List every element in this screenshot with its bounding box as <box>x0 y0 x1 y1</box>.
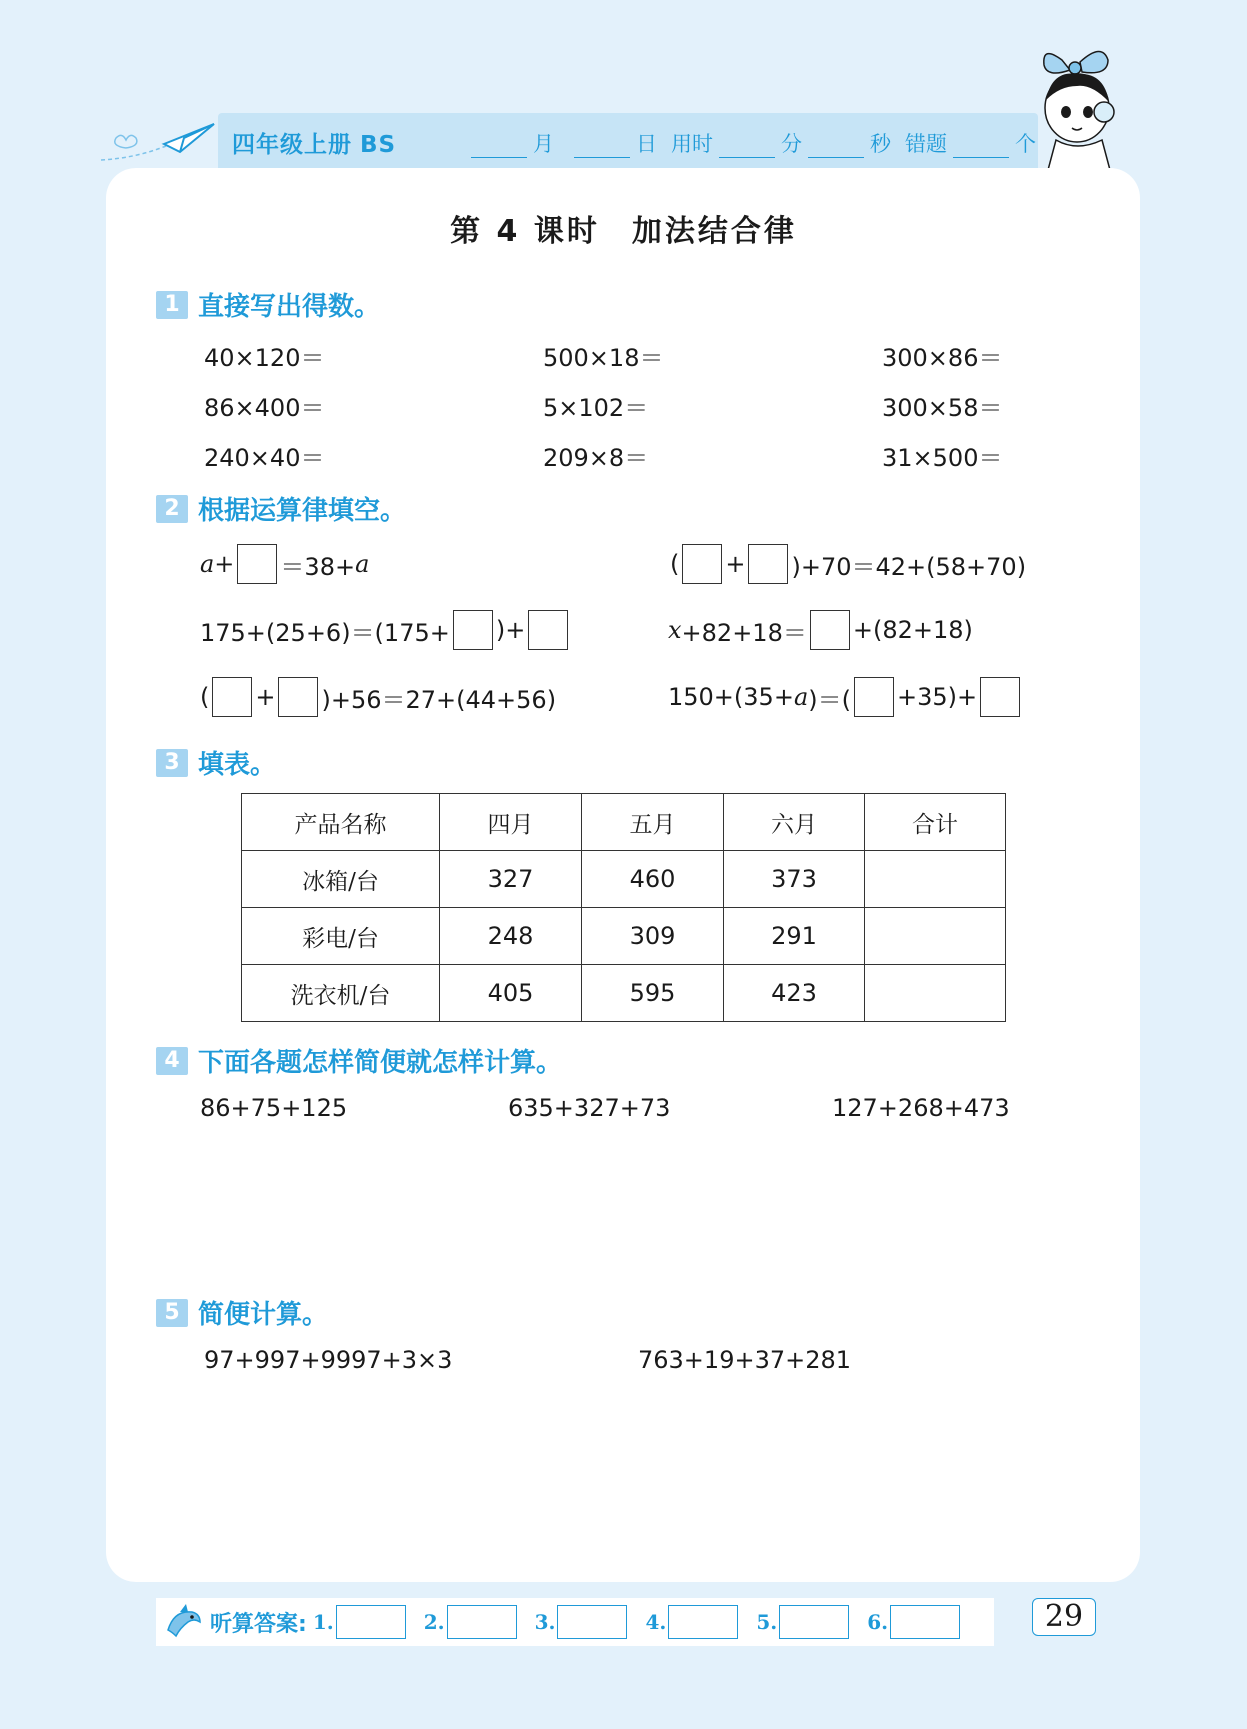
table-cell: 291 <box>724 908 865 965</box>
month-label: 月 <box>533 132 554 156</box>
answer-input-box[interactable] <box>890 1605 960 1639</box>
listening-answers-label: 听算答案: <box>210 1611 307 1637</box>
lesson-number: 第 4 课时 <box>450 214 600 249</box>
answer-input-box[interactable] <box>557 1605 627 1639</box>
section-4-title: 下面各题怎样简便就怎样计算。 <box>198 1048 563 1078</box>
table-cell: 洗衣机/台 <box>242 965 440 1022</box>
q2-expr-1 <box>200 544 369 584</box>
q2-e2-rest: )+70＝42+(58+70) <box>791 552 1027 581</box>
q2-e1-suffix: a <box>355 550 370 578</box>
answer-box[interactable] <box>528 610 568 650</box>
q2-e5-open: ( <box>200 683 210 711</box>
q2-e6-mid: )＝( <box>808 685 851 714</box>
q2-expr-6 <box>668 677 1023 717</box>
table-cell: 327 <box>440 851 582 908</box>
q2-expr-2 <box>670 544 1026 584</box>
table-cell: 423 <box>724 965 865 1022</box>
time-label: 用时 <box>671 132 713 156</box>
q2-e4-left: +82+18＝ <box>681 618 807 647</box>
section-4-badge: 4 <box>156 1047 188 1075</box>
answer-box[interactable] <box>854 677 894 717</box>
edition-text: BS <box>360 132 397 158</box>
section-1-heading <box>156 286 380 323</box>
q1-item-5: 5×102＝ <box>543 394 649 422</box>
q1-item-2: 500×18＝ <box>543 344 664 372</box>
table-cell: 460 <box>582 851 724 908</box>
minutes-blank[interactable] <box>719 138 775 158</box>
table-header-cell: 六月 <box>724 794 865 851</box>
q5-item-1: 97+997+9997+3×3 <box>204 1346 453 1374</box>
q1-item-8: 209×8＝ <box>543 444 649 472</box>
q2-expr-3 <box>200 610 571 650</box>
table-row <box>242 908 1006 965</box>
answer-box[interactable] <box>212 677 252 717</box>
table-cell: 373 <box>724 851 865 908</box>
q2-expr-4 <box>668 610 973 650</box>
answer-slot-5 <box>756 1605 849 1639</box>
table-cell: 彩电/台 <box>242 908 440 965</box>
day-label: 日 <box>636 132 657 156</box>
q2-e6-var: a <box>793 683 809 711</box>
section-1-title: 直接写出得数。 <box>198 292 381 322</box>
section-2-heading <box>156 490 406 527</box>
grade-label <box>232 126 396 159</box>
seconds-label: 秒 <box>870 132 891 156</box>
q2-e3-right: )+ <box>495 616 526 644</box>
grade-text: 四年级上册 <box>232 132 352 158</box>
section-5-badge: 5 <box>156 1299 188 1327</box>
answer-slot-1 <box>313 1605 406 1639</box>
q2-e2-plus: + <box>725 550 746 578</box>
q2-e5-plus: + <box>255 683 276 711</box>
paper-plane-icon <box>96 118 216 168</box>
total-cell[interactable] <box>865 851 1006 908</box>
section-5-heading <box>156 1294 328 1331</box>
section-3-badge: 3 <box>156 749 188 777</box>
errors-label: 错题 <box>905 132 947 156</box>
day-blank[interactable] <box>574 138 630 158</box>
date-fields <box>465 128 1036 158</box>
table-header-cell: 五月 <box>582 794 724 851</box>
q2-expr-5 <box>200 677 556 717</box>
q2-e5-rest: )+56＝27+(44+56) <box>321 685 557 714</box>
q1-item-9: 31×500＝ <box>882 444 1003 472</box>
q2-e4-var: x <box>668 616 682 644</box>
total-cell[interactable] <box>865 965 1006 1022</box>
answer-box[interactable] <box>810 610 850 650</box>
lesson-topic: 加法结合律 <box>631 214 797 249</box>
q2-e4-right: +(82+18) <box>852 616 973 644</box>
month-blank[interactable] <box>471 138 527 158</box>
answer-slot-number: 5. <box>756 1610 778 1634</box>
answer-slot-number: 4. <box>645 1610 667 1634</box>
q1-item-4: 86×400＝ <box>204 394 325 422</box>
q1-item-3: 300×86＝ <box>882 344 1003 372</box>
answer-input-box[interactable] <box>447 1605 517 1639</box>
q2-e1-prefix: a+ <box>200 550 235 578</box>
answer-box[interactable] <box>453 610 493 650</box>
table-row <box>242 851 1006 908</box>
q1-item-7: 240×40＝ <box>204 444 325 472</box>
answer-slot-2 <box>424 1605 517 1639</box>
answer-box[interactable] <box>682 544 722 584</box>
listening-answers-bar <box>156 1598 994 1646</box>
table-header-cell: 产品名称 <box>242 794 440 851</box>
dolphin-mascot-icon <box>164 1602 204 1642</box>
q2-e3-left: 175+(25+6)＝(175+ <box>200 618 450 647</box>
seconds-blank[interactable] <box>808 138 864 158</box>
section-3-title: 填表。 <box>198 750 277 780</box>
q4-item-3: 127+268+473 <box>832 1094 1010 1122</box>
answer-slot-number: 3. <box>534 1610 556 1634</box>
q4-item-2: 635+327+73 <box>508 1094 671 1122</box>
section-2-badge: 2 <box>156 495 188 523</box>
answer-box[interactable] <box>748 544 788 584</box>
minutes-label: 分 <box>781 132 802 156</box>
table-cell: 405 <box>440 965 582 1022</box>
answer-slot-number: 1. <box>312 1610 334 1634</box>
table-header-row <box>242 794 1006 851</box>
errors-blank[interactable] <box>953 138 1009 158</box>
answer-box[interactable] <box>237 544 277 584</box>
table-row <box>242 965 1006 1022</box>
answer-input-box[interactable] <box>779 1605 849 1639</box>
q1-item-6: 300×58＝ <box>882 394 1003 422</box>
answer-box[interactable] <box>278 677 318 717</box>
answer-slot-4 <box>645 1605 738 1639</box>
table-header-cell: 合计 <box>865 794 1006 851</box>
table-header-cell: 四月 <box>440 794 582 851</box>
sales-table <box>241 793 1006 1022</box>
q2-e6-right: +35)+ <box>896 683 978 711</box>
answer-slot-number: 2. <box>423 1610 445 1634</box>
table-cell: 595 <box>582 965 724 1022</box>
section-2-title: 根据运算律填空。 <box>198 496 407 526</box>
section-3-heading <box>156 744 276 781</box>
count-label: 个 <box>1015 132 1036 156</box>
q4-item-1: 86+75+125 <box>200 1094 348 1122</box>
answer-box[interactable] <box>980 677 1020 717</box>
answer-input-box[interactable] <box>336 1605 406 1639</box>
section-1-badge: 1 <box>156 291 188 319</box>
q2-e6-left: 150+(35+ <box>668 683 794 711</box>
answer-slot-3 <box>535 1605 628 1639</box>
lesson-title <box>0 206 1247 250</box>
total-cell[interactable] <box>865 908 1006 965</box>
answer-input-box[interactable] <box>668 1605 738 1639</box>
table-cell: 248 <box>440 908 582 965</box>
q5-item-2: 763+19+37+281 <box>638 1346 852 1374</box>
section-4-heading <box>156 1042 562 1079</box>
answer-slot-number: 6. <box>867 1610 889 1634</box>
q2-e1-middle: ＝38+ <box>280 552 356 581</box>
q1-item-1: 40×120＝ <box>204 344 325 372</box>
page-number: 29 <box>1032 1598 1096 1636</box>
q2-e2-open: ( <box>670 550 680 578</box>
girl-mascot-icon <box>1032 40 1142 170</box>
section-5-title: 简便计算。 <box>198 1300 329 1330</box>
table-cell: 309 <box>582 908 724 965</box>
table-cell: 冰箱/台 <box>242 851 440 908</box>
answer-slot-6 <box>867 1605 960 1639</box>
